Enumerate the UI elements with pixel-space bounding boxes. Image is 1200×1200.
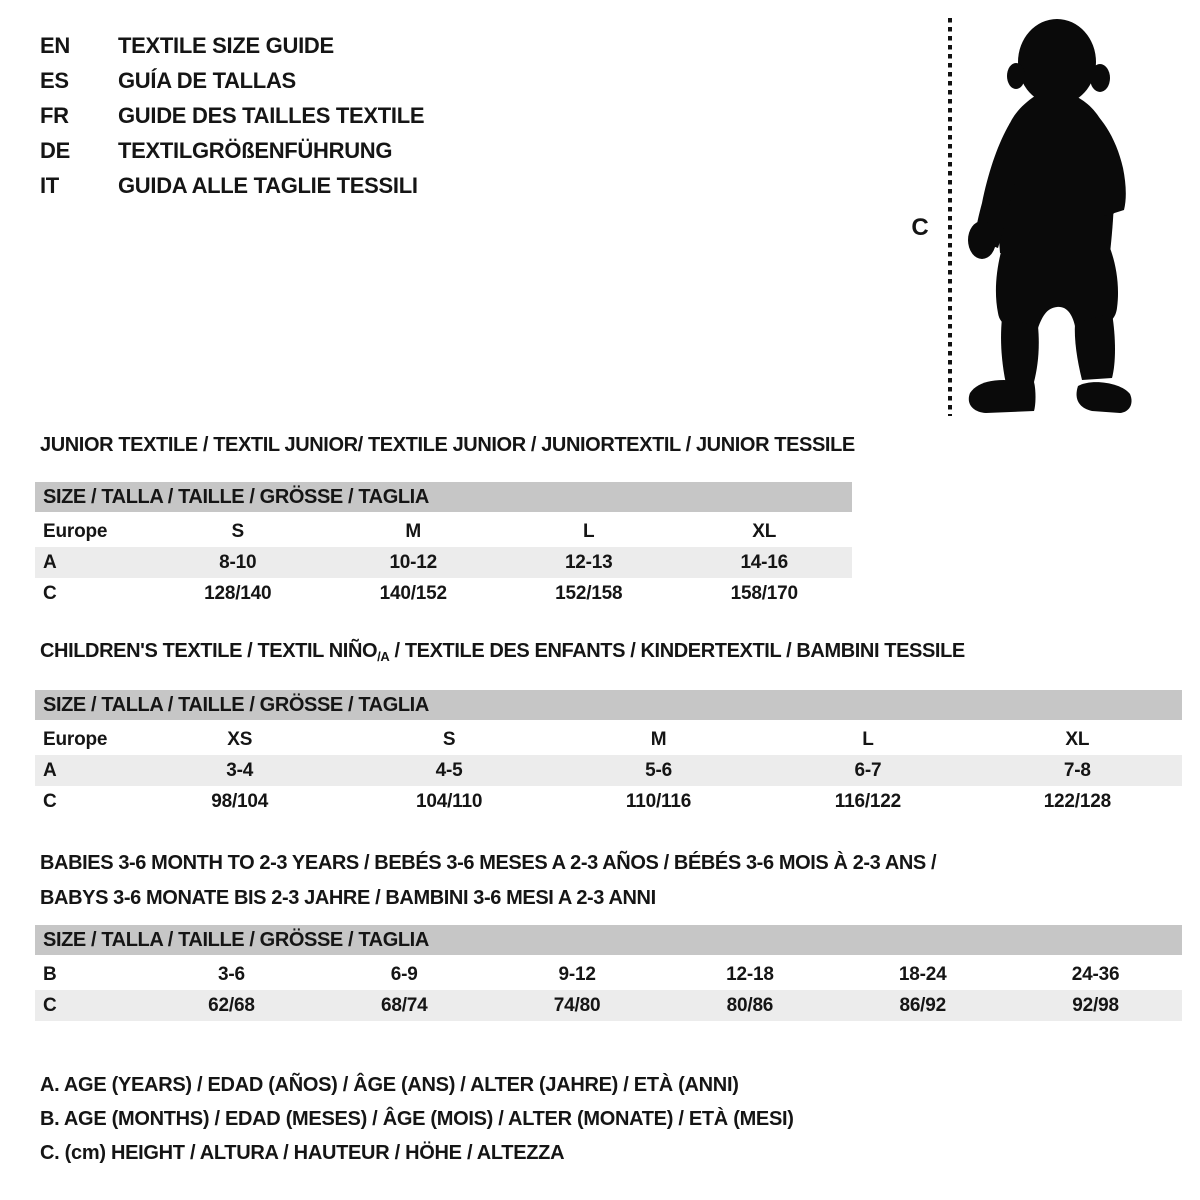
table-row-months [35,959,1182,990]
lang-code: ES [40,68,69,93]
lang-code: DE [40,138,70,163]
row-label: C [43,994,57,1016]
lang-row-es [40,63,424,98]
table-row-height [35,578,852,609]
age-cell: 3-4 [226,759,254,781]
height-cell: 140/152 [379,582,447,604]
size-cell: M [405,520,422,542]
size-cell: S [231,520,244,542]
babies-title-line1: BABIES 3-6 MONTH TO 2-3 YEARS / BEBÉS 3-6 MESES A 2-3 AÑOS / BÉBÉS 3-6 MOIS À 2-3 ANS / [40,852,937,874]
size-header-bar: SIZE / TALLA / TAILLE / GRÖSSE / TAGLIA [35,925,1182,955]
babies-title-line2: BABYS 3-6 MONATE BIS 2-3 JAHRE / BAMBINI 3-6 MESI A 2-3 ANNI [40,887,656,909]
children-title-subscript: /A [377,649,390,664]
lang-code: FR [40,103,69,128]
height-cell: 158/170 [730,582,798,604]
lang-title: TEXTILE SIZE GUIDE [118,33,334,58]
table-row-height [35,786,1182,817]
size-cell: XL [752,520,777,542]
height-cell: 128/140 [204,582,272,604]
age-cell: 5-6 [645,759,672,781]
months-cell: 9-12 [558,963,596,985]
months-cell: 3-6 [217,963,245,985]
row-label: Europe [43,728,108,750]
height-cell: 68/74 [380,994,428,1016]
lang-title: GUÍA DE TALLAS [118,68,296,93]
language-header [40,28,424,203]
age-cell: 12-13 [564,551,613,573]
lang-title: GUIDE DES TAILLES TEXTILE [118,103,425,128]
height-measure-label: C [911,214,929,241]
size-cell: XS [227,728,253,750]
babies-section-title [40,846,936,916]
size-cell: M [650,728,667,750]
legend-line-a: A. AGE (YEARS) / EDAD (AÑOS) / ÂGE (ANS) / ALTER (JAHRE) / ETÀ (ANNI) [40,1074,739,1096]
junior-size-table [35,482,852,609]
age-cell: 7-8 [1063,759,1091,781]
age-cell: 8-10 [219,551,257,573]
size-cell: S [442,728,456,750]
height-cell: 122/128 [1043,790,1111,812]
lang-title: TEXTILGRÖßENFÜHRUNG [118,138,393,163]
height-cell: 92/98 [1072,994,1119,1016]
row-label: C [43,790,57,812]
months-cell: 12-18 [726,963,774,985]
children-section-title [40,640,965,664]
age-cell: 10-12 [389,551,438,573]
table-row-europe [35,724,1182,755]
children-title-rest: / TEXTILE DES ENFANTS / KINDERTEXTIL / BAMBINI TESSILE [389,640,965,662]
lang-row-fr [40,98,424,133]
size-cell: L [862,728,874,750]
height-measure-dashed-line [948,18,952,416]
height-cell: 80/86 [726,994,774,1016]
row-label: A [43,551,57,573]
months-cell: 24-36 [1071,963,1120,985]
row-label: B [43,963,57,985]
height-cell: 98/104 [211,790,269,812]
row-label: C [43,582,57,604]
junior-section-title: JUNIOR TEXTILE / TEXTIL JUNIOR/ TEXTILE JUNIOR / JUNIORTEXTIL / JUNIOR TESSILE [40,434,855,456]
size-header-bar: SIZE / TALLA / TAILLE / GRÖSSE / TAGLIA [35,482,852,512]
babies-size-table [35,925,1182,1021]
height-cell: 104/110 [415,790,483,812]
height-cell: 86/92 [899,994,946,1016]
lang-row-de [40,133,424,168]
age-cell: 6-7 [854,759,882,781]
legend-line-c: C. (cm) HEIGHT / ALTURA / HAUTEUR / HÖHE / ALTEZZA [40,1142,565,1164]
lang-row-it [40,168,424,203]
row-label: Europe [43,520,108,542]
height-cell: 110/116 [625,790,692,812]
age-cell: 4-5 [435,759,463,781]
table-row-age [35,755,1182,786]
lang-row-en [40,28,424,63]
table-row-europe [35,516,852,547]
age-cell: 14-16 [740,551,789,573]
size-cell: XL [1065,728,1090,750]
size-header-bar: SIZE / TALLA / TAILLE / GRÖSSE / TAGLIA [35,690,1182,720]
table-row-age [35,547,852,578]
children-size-table [35,690,1182,817]
height-cell: 74/80 [553,994,601,1016]
height-cell: 152/158 [555,582,623,604]
toddler-silhouette-icon [960,18,1150,418]
row-label: A [43,759,57,781]
lang-title: GUIDA ALLE TAGLIE TESSILI [118,173,418,198]
lang-code: EN [40,33,70,58]
height-cell: 116/122 [834,790,902,812]
children-title-main: CHILDREN'S TEXTILE / TEXTIL NIÑO [40,640,378,662]
months-cell: 6-9 [390,963,418,985]
size-cell: L [583,520,595,542]
months-cell: 18-24 [898,963,947,985]
table-row-height [35,990,1182,1021]
height-cell: 62/68 [208,994,255,1016]
legend-line-b: B. AGE (MONTHS) / EDAD (MESES) / ÂGE (MOIS) / ALTER (MONATE) / ETÀ (MESI) [40,1108,794,1130]
legend [40,1068,794,1170]
lang-code: IT [40,173,59,198]
